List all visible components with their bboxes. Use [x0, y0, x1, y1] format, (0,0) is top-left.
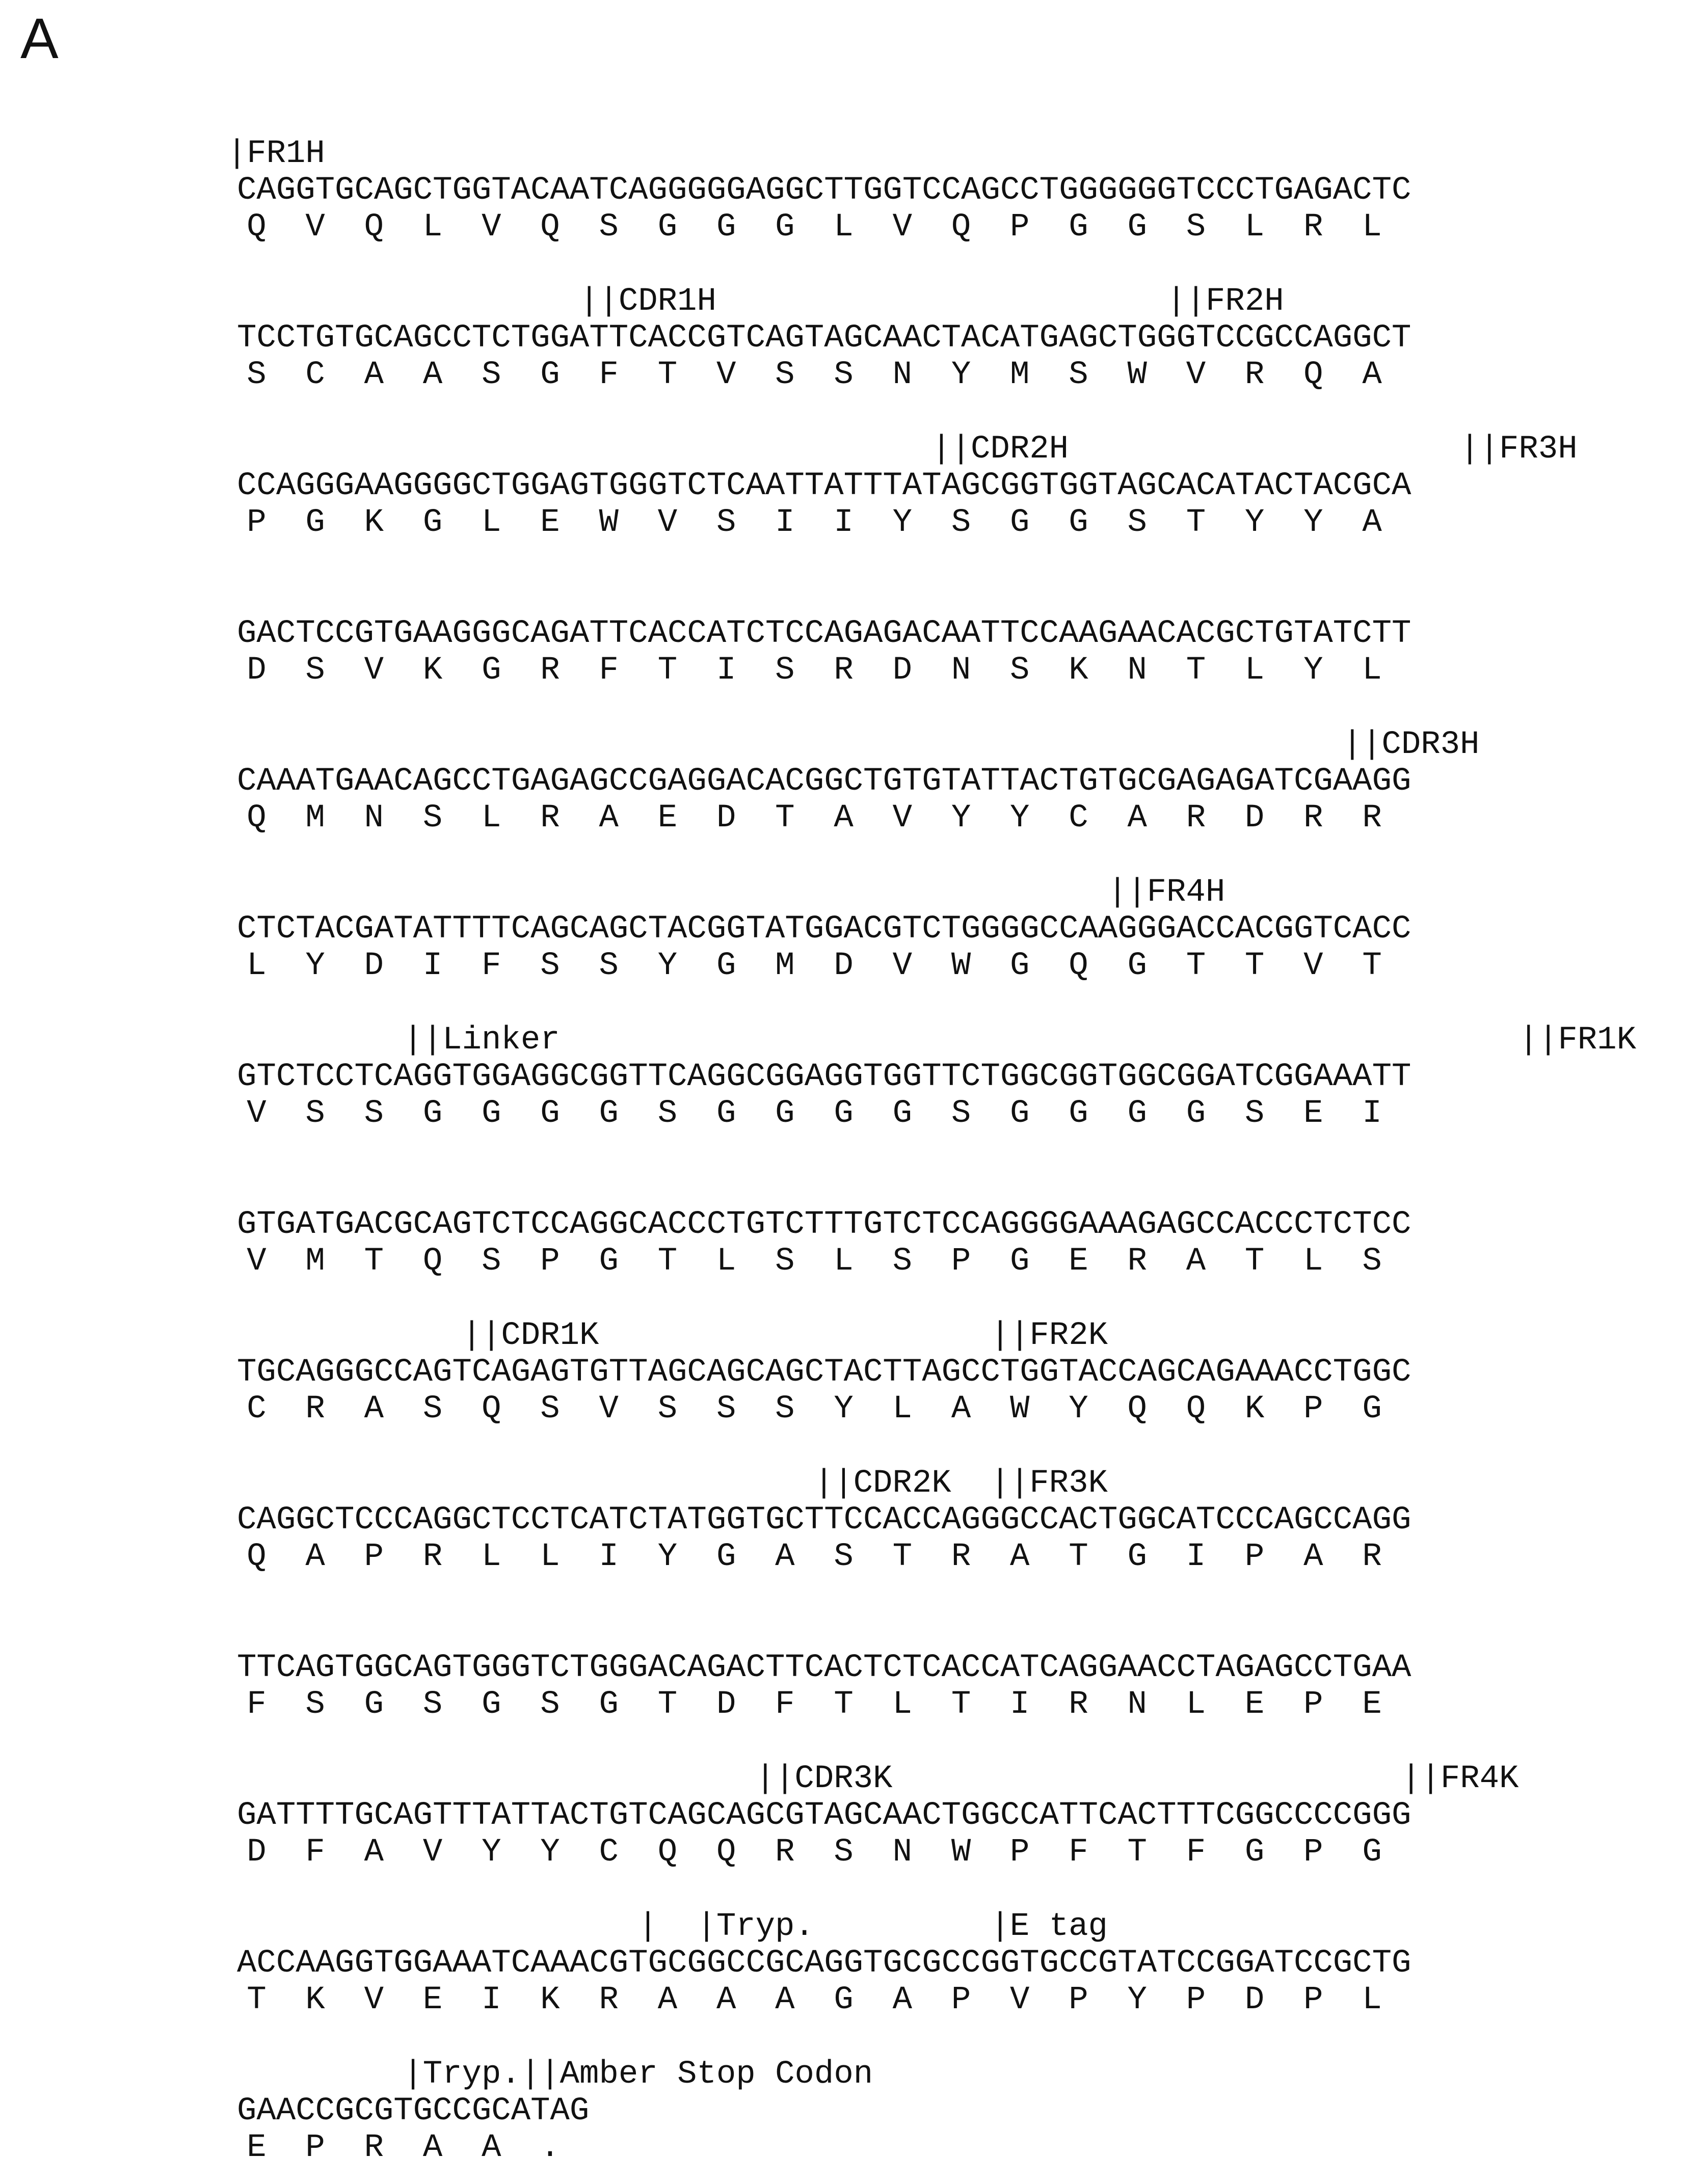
amino-acid-sequence: S C A A S G F T V S S N Y M S W V R Q A — [247, 357, 1382, 393]
amino-acid-sequence: C R A S Q S V S S S Y L A W Y Q Q K P G — [247, 1391, 1382, 1427]
region-annotation: ||CDR3K ||FR4K — [755, 1761, 1519, 1797]
dna-sequence: CCAGGGAAGGGGCTGGAGTGGGTCTCAATTATTTATAGCGGTGGTAGCACATACTACGCA — [237, 468, 1411, 504]
dna-sequence: GATTTTGCAGTTTATTACTGTCAGCAGCGTAGCAACTGGCCATTCACTTTCGGCCCCGGG — [237, 1797, 1411, 1834]
amino-acid-sequence: D F A V Y Y C Q Q R S N W P F T F G P G — [247, 1834, 1382, 1871]
amino-acid-sequence: V S S G G G G S G G G G S G G G G S E I — [247, 1095, 1382, 1132]
amino-acid-sequence: L Y D I F S S Y G M D V W G Q G T T V T — [247, 948, 1382, 984]
dna-sequence: CTCTACGATATTTTCAGCAGCTACGGTATGGACGTCTGGGGCCAAGGGACCACGGTCACC — [237, 911, 1411, 948]
amino-acid-sequence: T K V E I K R A A A G A P V P Y P D P L — [247, 1982, 1382, 2018]
region-annotation: |FR1H — [227, 136, 325, 172]
region-annotation: ||CDR2H ||FR3H — [931, 431, 1578, 468]
region-annotation: ||CDR3H — [1342, 726, 1480, 763]
amino-acid-sequence: P G K G L E W V S I I Y S G G S T Y Y A — [247, 504, 1382, 541]
region-annotation: ||CDR1H ||FR2H — [579, 283, 1284, 320]
dna-sequence: GTCTCCTCAGGTGGAGGCGGTTCAGGCGGAGGTGGTTCTGGCGGTGGCGGATCGGAAATT — [237, 1059, 1411, 1095]
dna-sequence: ACCAAGGTGGAAATCAAACGTGCGGCCGCAGGTGCGCCGGTGCCGTATCCGGATCCGCTG — [237, 1945, 1411, 1982]
dna-sequence: CAGGCTCCCAGGCTCCTCATCTATGGTGCTTCCACCAGGGCCACTGGCATCCCAGCCAGG — [237, 1502, 1411, 1539]
region-annotation: ||FR4H — [1107, 874, 1226, 911]
region-annotation: ||Linker ||FR1K — [403, 1022, 1636, 1059]
dna-sequence: GTGATGACGCAGTCTCCAGGCACCCTGTCTTTGTCTCCAGGGGAAAGAGCCACCCTCTCC — [237, 1206, 1411, 1243]
amino-acid-sequence: F S G S G S G T D F T L T I R N L E P E — [247, 1686, 1382, 1723]
amino-acid-sequence: Q M N S L R A E D T A V Y Y C A R D R R — [247, 800, 1382, 837]
region-annotation: ||CDR2K ||FR3K — [814, 1465, 1108, 1502]
amino-acid-sequence: D S V K G R F T I S R D N S K N T L Y L — [247, 652, 1382, 689]
dna-sequence: TGCAGGGCCAGTCAGAGTGTTAGCAGCAGCTACTTAGCCTGGTACCAGCAGAAACCTGGC — [237, 1354, 1411, 1391]
dna-sequence: GAACCGCGTGCCGCATAG — [237, 2093, 590, 2129]
dna-sequence: CAGGTGCAGCTGGTACAATCAGGGGGAGGCTTGGTCCAGCCTGGGGGGTCCCTGAGACTC — [237, 172, 1411, 209]
dna-sequence: TCCTGTGCAGCCTCTGGATTCACCGTCAGTAGCAACTACATGAGCTGGGTCCGCCAGGCT — [237, 320, 1411, 357]
dna-sequence: TTCAGTGGCAGTGGGTCTGGGACAGACTTCACTCTCACCATCAGGAACCTAGAGCCTGAA — [237, 1650, 1411, 1686]
dna-sequence: GACTCCGTGAAGGGCAGATTCACCATCTCCAGAGACAATTCCAAGAACACGCTGTATCTT — [237, 615, 1411, 652]
region-annotation: |Tryp.||Amber Stop Codon — [403, 2056, 873, 2093]
dna-sequence: CAAATGAACAGCCTGAGAGCCGAGGACACGGCTGTGTATTACTGTGCGAGAGATCGAAGG — [237, 763, 1411, 800]
amino-acid-sequence: V M T Q S P G T L S L S P G E R A T L S — [247, 1243, 1382, 1280]
panel-label: A — [20, 7, 59, 70]
amino-acid-sequence: Q A P R L L I Y G A S T R A T G I P A R — [247, 1539, 1382, 1575]
amino-acid-sequence: Q V Q L V Q S G G G L V Q P G G S L R L — [247, 209, 1382, 246]
amino-acid-sequence: E P R A A . — [247, 2129, 560, 2166]
region-annotation: ||CDR1K ||FR2K — [462, 1317, 1108, 1354]
region-annotation: | |Tryp. |E tag — [638, 1908, 1108, 1945]
